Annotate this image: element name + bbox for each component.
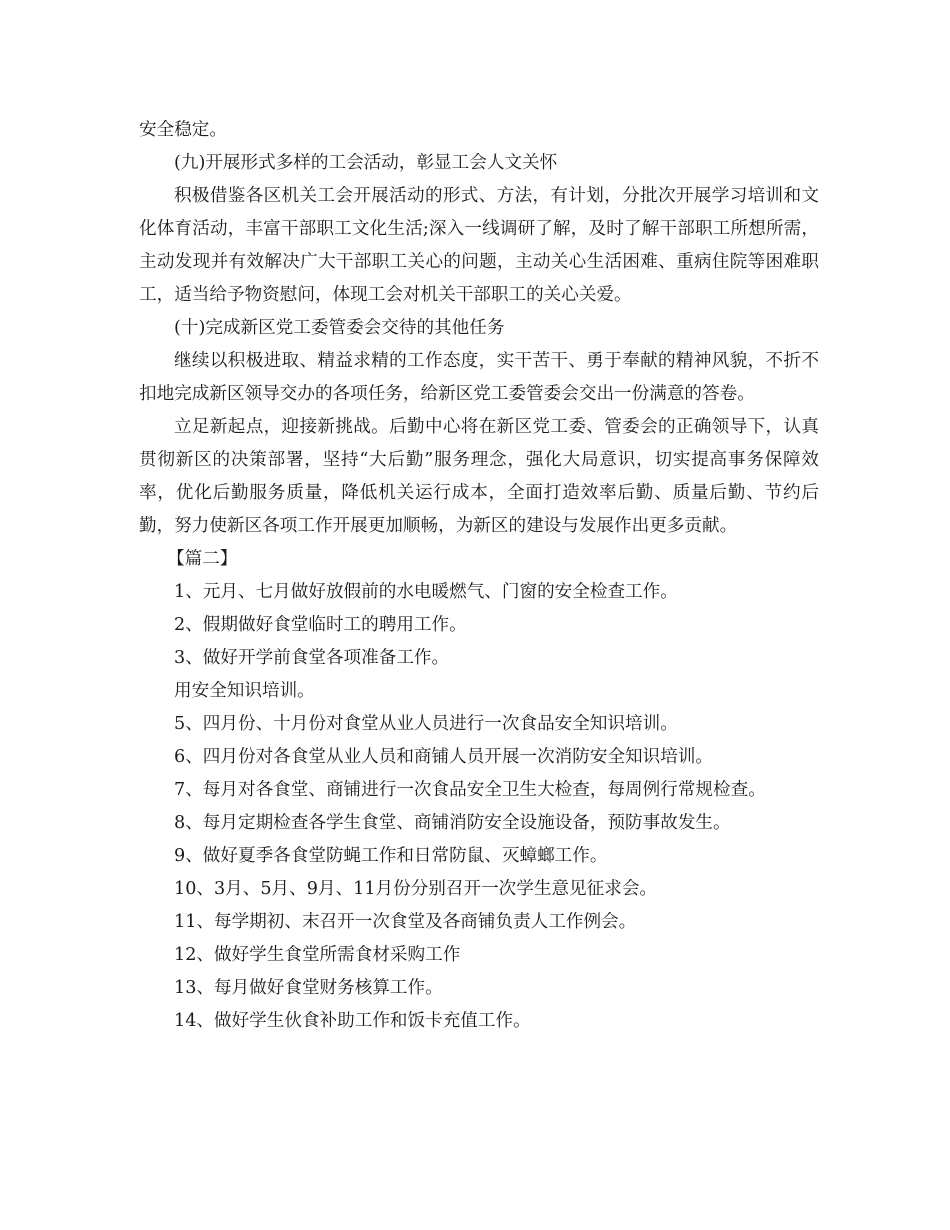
list-item: 用安全知识培训。 xyxy=(174,681,315,701)
part-two-list xyxy=(139,576,819,1038)
document-body xyxy=(139,114,819,1038)
list-item: 5、四月份、十月份对食堂从业人员进行一次食品安全知识培训。 xyxy=(174,714,678,734)
paragraph-other-tasks: 继续以积极进取、精益求精的工作态度，实干苦干、勇于奉献的精神风貌，不折不扣地完成新区领导交办的各项任务，给新区党工委管委会交出一份满意的答卷。 xyxy=(139,351,819,404)
paragraph-closing: 立足新起点，迎接新挑战。后勤中心将在新区党工委、管委会的正确领导下，认真贯彻新区的决策部署，坚持“大后勤”服务理念，强化大局意识，切实提高事务保障效率，优化后勤服务质量，降低机关运行成本，全面打造效率后勤、质量后勤、节约后勤，努力使新区各项工作开展更加顺畅，为新区的建设与发展作出更多贡献。 xyxy=(139,417,819,536)
list-item: 14、做好学生伙食补助工作和饭卡充值工作。 xyxy=(174,1011,531,1031)
section-heading-nine: (九)开展形式多样的工会活动，彰显工会人文关怀 xyxy=(174,153,558,173)
paragraph-continuation: 安全稳定。 xyxy=(139,120,227,140)
list-item: 2、假期做好食堂临时工的聘用工作。 xyxy=(174,615,467,635)
list-item: 12、做好学生食堂所需食材采购工作 xyxy=(174,945,461,965)
list-item: 6、四月份对各食堂从业人员和商铺人员开展一次消防安全知识培训。 xyxy=(174,747,714,767)
list-item: 8、每月定期检查各学生食堂、商铺消防安全设施设备，预防事故发生。 xyxy=(174,813,731,833)
list-item: 7、每月对各食堂、商铺进行一次食品安全卫生大检查，每周例行常规检查。 xyxy=(174,780,766,800)
list-item: 1、元月、七月做好放假前的水电暖燃气、门窗的安全检查工作。 xyxy=(174,582,678,602)
list-item: 3、做好开学前食堂各项准备工作。 xyxy=(174,648,450,668)
list-item: 10、3月、5月、9月、11月份分别召开一次学生意见征求会。 xyxy=(174,879,658,899)
part-two-title: 【篇二】 xyxy=(167,549,238,569)
list-item: 9、做好夏季各食堂防蝇工作和日常防鼠、灭蟑螂工作。 xyxy=(174,846,608,866)
section-heading-ten: (十)完成新区党工委管委会交待的其他任务 xyxy=(174,318,505,338)
list-item: 13、每月做好食堂财务核算工作。 xyxy=(174,978,443,998)
list-item: 11、每学期初、末召开一次食堂及各商铺负责人工作例会。 xyxy=(174,912,637,932)
paragraph-union-activities: 积极借鉴各区机关工会开展活动的形式、方法，有计划，分批次开展学习培训和文化体育活动，丰富干部职工文化生活;深入一线调研了解，及时了解干部职工所想所需，主动发现并有效解决广大干部职工关心的问题，主动关心生活困难、重病住院等困难职工，适当给予物资慰问，体现工会对机关干部职工的关心关爱。 xyxy=(139,186,819,305)
